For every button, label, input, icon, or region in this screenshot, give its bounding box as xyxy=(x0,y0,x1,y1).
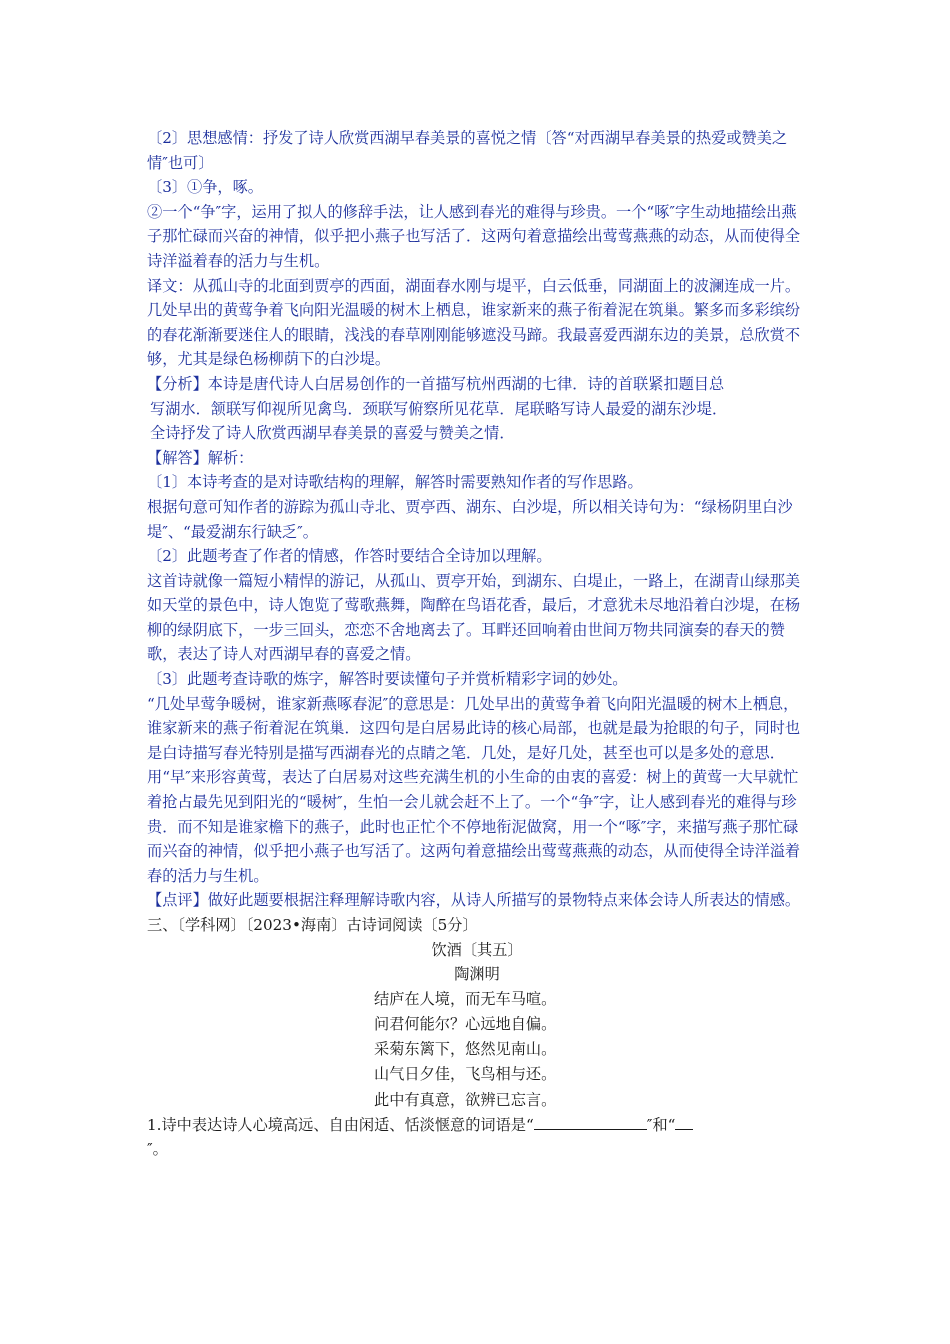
q2-answer: 〔2〕思想感情：抒发了诗人欣赏西湖早春美景的喜悦之情〔答“对西湖早春美景的热爱或赞美之情″也可〕 xyxy=(147,129,788,172)
solution-2: 〔2〕此题考查了作者的情感，作答时要结合全诗加以理解。 xyxy=(147,547,552,566)
solution-3-detail: “几处早莺争暖树，谁家新燕啄春泥″的意思是：几处早出的黄莺争着飞向阳光温暖的树木上栖息，谁家新来的燕子衔着泥在筑巢．这四句是白居易此诗的核心局部，也就是最为抢眼的句子，同时也是白诗描写春光特别是描写西湖春光的点睛之笔．几处，是好几处，甚至也可以是多处的意思．用“早″来形容黄莺，表达了白居易对这些充满生机的小生命的由衷的喜爱：树上的黄莺一大早就忙着抢占最先见到阳光的“暖树″，生怕一会儿就会赶不上了。一个“争″字，让人感到春光的难得与珍贵．而不知是谁家檐下的燕子，此时也正忙个不停地衔泥做窝，用一个“啄″字，来描写燕子那忙碌而兴奋的神情，似乎把小燕子也写活了。这两句着意描绘出莺莺燕燕的动态，从而使得全诗洋溢着春的活力与生机。 xyxy=(147,694,801,885)
poem-author: 陶渊明 xyxy=(454,965,500,984)
solution-header: 【解答】解析： xyxy=(147,448,254,467)
q3-answer-2: ②一个“争″字，运用了拟人的修辞手法，让人感到春光的难得与珍贵。一个“啄″字生动地描绘出燕子那忙碌而兴奋的神情，似乎把小燕子也写活了．这两句着意描绘出莺莺燕燕的动态，从而使得全诗洋溢着春的活力与生机。 xyxy=(147,202,801,270)
comment: 【点评】做好此题要根据注释理解诗歌内容，从诗人所描写的景物特点来体会诗人所表达的情感。 xyxy=(147,891,801,910)
question-1 xyxy=(147,1113,807,1162)
analysis-line-3: 全诗抒发了诗人欣赏西湖早春美景的喜爱与赞美之情． xyxy=(150,424,515,443)
answer-blank-2[interactable] xyxy=(675,1115,693,1130)
answer-blank-1[interactable] xyxy=(534,1115,647,1130)
document-page xyxy=(147,126,807,1162)
solution-1: 〔1〕本诗考查的是对诗歌结构的理解，解答时需要熟知作者的写作思路。 xyxy=(147,473,643,492)
poem-line: 问君何能尔？心远地自偏。 xyxy=(374,1014,557,1033)
solution-2-detail: 这首诗就像一篇短小精悍的游记，从孤山、贾亭开始，到湖东、白堤止，一路上，在湖青山绿那美如天堂的景色中，诗人饱览了莺歌燕舞，陶醉在鸟语花香，最后，才意犹未尽地沿着白沙堤，在杨柳的绿阴底下，一步三回头，恋恋不舍地离去了。耳畔还回响着由世间万物共同演奏的春天的赞歌，表达了诗人对西湖早春的喜爱之情。 xyxy=(147,571,801,664)
poem-title: 饮酒〔其五〕 xyxy=(431,940,523,959)
translation: 译文：从孤山寺的北面到贾亭的西面，湖面春水刚与堤平，白云低垂，同湖面上的波澜连成一片。几处早出的黄莺争着飞向阳光温暖的树木上栖息，谁家新来的燕子衔着泥在筑巢。繁多而多彩缤纷的春花渐渐要迷住人的眼睛，浅浅的春草刚刚能够遮没马蹄。我最喜爱西湖东边的美景，总欣赏不够，尤其是绿色杨柳荫下的白沙堤。 xyxy=(147,276,801,369)
section-3-heading: 三、〔学科网〕〔2023•海南〕古诗词阅读〔5分〕 xyxy=(147,916,478,934)
solution-1-detail: 根据句意可知作者的游踪为孤山寺北、贾亭西、湖东、白沙堤，所以相关诗句为：“绿杨阴里白沙堤″、“最爱湖东行缺乏″。 xyxy=(147,497,793,541)
solution-3: 〔3〕此题考查诗歌的炼字，解答时要读懂句子并赏析精彩字词的妙处。 xyxy=(147,670,628,689)
poem-line: 采菊东篱下，悠然见南山。 xyxy=(374,1040,557,1059)
analysis-line-2: 写湖水．颔联写仰视所见禽鸟．颈联写俯察所见花草．尾联略写诗人最爱的湖东沙堤． xyxy=(150,399,728,418)
poem-line: 此中有真意，欲辨已忘言。 xyxy=(374,1090,557,1109)
poem-line: 结庐在人境，而无车马喧。 xyxy=(374,989,557,1008)
analysis-line-1: 【分析】本诗是唐代诗人白居易创作的一首描写杭州西湖的七律．诗的首联紧扣题目总 xyxy=(147,374,725,393)
question-1-suffix: ″。 xyxy=(147,1140,168,1159)
question-1-prefix: 1.诗中表达诗人心境高远、自由闲适、恬淡惬意的词语是“ xyxy=(147,1115,534,1134)
q3-answer-1: 〔3〕①争，啄。 xyxy=(147,178,263,197)
poem-line: 山气日夕佳，飞鸟相与还。 xyxy=(374,1065,557,1084)
question-1-mid: ″和“ xyxy=(646,1115,676,1134)
